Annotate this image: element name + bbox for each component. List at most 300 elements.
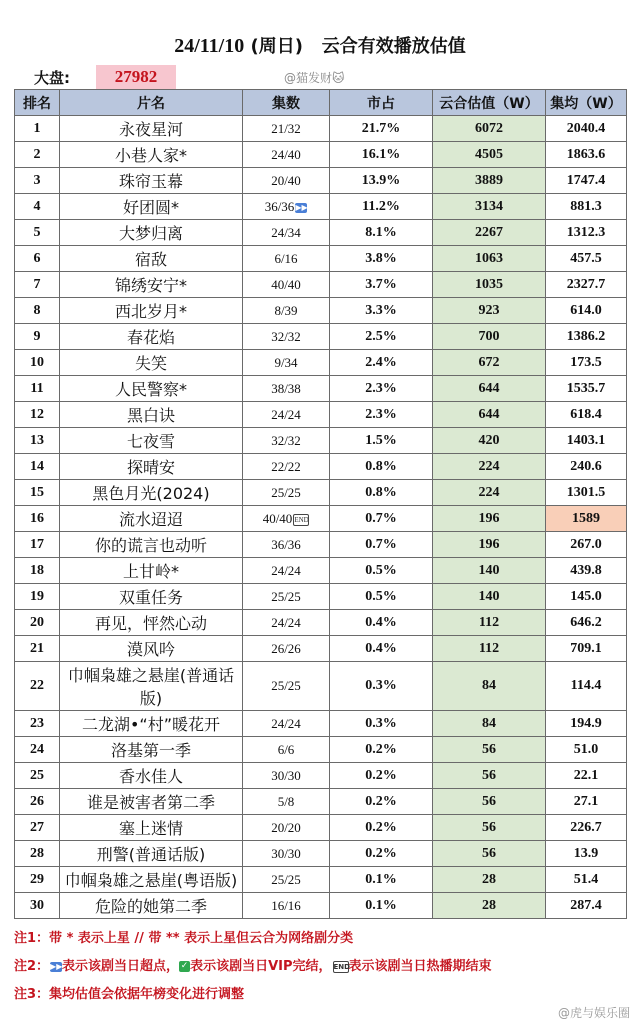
share-cell-text: 11.2%: [362, 198, 400, 214]
episodes-cell-text: 40/40: [262, 510, 293, 526]
episodes-cell-text: 5/8: [277, 793, 295, 809]
rank-cell: [15, 142, 60, 168]
estimate-cell: [433, 610, 546, 636]
average-cell: [546, 480, 627, 506]
rank-cell: [15, 428, 60, 454]
rank-cell: [15, 116, 60, 142]
episodes-cell: [243, 116, 330, 142]
title-cell: [60, 867, 243, 893]
title-cell: [60, 789, 243, 815]
episodes-cell: [243, 454, 330, 480]
episodes-cell: [243, 350, 330, 376]
table-row: [15, 272, 627, 298]
episodes-cell-text: 30/30: [271, 845, 301, 861]
column-header: 排名: [15, 90, 60, 116]
rank-cell: [15, 298, 60, 324]
share-cell: [330, 711, 433, 737]
average-cell: [546, 610, 627, 636]
rank-cell-text: 13: [30, 432, 44, 448]
share-cell-text: 3.8%: [365, 250, 397, 266]
page-title: [14, 27, 626, 65]
estimate-cell-text: 140: [478, 588, 500, 604]
episodes-cell: [243, 737, 330, 763]
rank-cell-text: 27: [30, 819, 44, 835]
share-cell-text: 3.7%: [365, 276, 397, 292]
estimate-cell: [433, 867, 546, 893]
column-header: 云合估值（W）: [433, 90, 546, 116]
rank-cell-text: 1: [33, 120, 41, 136]
average-cell: [546, 867, 627, 893]
rank-cell-text: 9: [33, 328, 41, 344]
title-cell: [60, 841, 243, 867]
share-cell: [330, 841, 433, 867]
title-cell: [60, 711, 243, 737]
estimate-cell: [433, 454, 546, 480]
market-value: 27982: [96, 65, 176, 89]
title-cell-text: 七夜雪: [126, 432, 175, 451]
episodes-cell: [243, 480, 330, 506]
column-header: 片名: [60, 90, 243, 116]
rank-cell-text: 23: [30, 715, 44, 731]
average-cell-text: 709.1: [570, 640, 602, 656]
episodes-cell-text: 32/32: [271, 432, 301, 448]
table-row: [15, 636, 627, 662]
average-cell-text: 194.9: [570, 715, 602, 731]
estimate-cell-text: 140: [478, 562, 500, 578]
share-cell: [330, 737, 433, 763]
rank-cell: [15, 272, 60, 298]
rank-cell-text: 28: [30, 845, 44, 861]
rank-cell-text: 8: [33, 302, 41, 318]
rank-cell-text: 11: [30, 380, 44, 396]
estimate-cell-text: 112: [478, 614, 500, 630]
share-cell-text: 8.1%: [365, 224, 397, 240]
estimate-cell: [433, 893, 546, 919]
average-cell-text: 2327.7: [566, 276, 606, 292]
title-cell-text: 西北岁月*: [114, 302, 187, 321]
episodes-cell-text: 36/36: [271, 536, 301, 552]
title-cell: [60, 610, 243, 636]
average-cell: [546, 815, 627, 841]
estimate-cell: [433, 636, 546, 662]
average-cell-text: 1747.4: [566, 172, 606, 188]
table-row: [15, 480, 627, 506]
average-cell: [546, 298, 627, 324]
share-cell: [330, 246, 433, 272]
average-cell-text: 439.8: [570, 562, 602, 578]
average-cell: [546, 532, 627, 558]
average-cell: [546, 220, 627, 246]
estimate-cell: [433, 532, 546, 558]
episodes-cell: [243, 506, 330, 532]
average-cell-text: 240.6: [570, 458, 602, 474]
title-cell-text: 人民警察*: [114, 380, 187, 399]
episodes-cell: [243, 220, 330, 246]
table-row: [15, 815, 627, 841]
share-cell: [330, 350, 433, 376]
rank-cell-text: 14: [30, 458, 44, 474]
table-body: [15, 116, 627, 919]
rank-cell-text: 20: [30, 614, 44, 630]
average-cell-text: 1535.7: [566, 380, 606, 396]
episodes-cell: [243, 789, 330, 815]
estimate-cell-text: 56: [482, 845, 496, 861]
share-cell-text: 0.7%: [365, 536, 397, 552]
share-cell-text: 0.7%: [365, 510, 397, 526]
table-row: [15, 662, 627, 711]
table-row: [15, 168, 627, 194]
share-cell-text: 0.1%: [365, 871, 397, 887]
estimate-cell: [433, 220, 546, 246]
average-cell: [546, 246, 627, 272]
table-row: [15, 350, 627, 376]
estimate-cell: [433, 662, 546, 711]
average-cell-text: 1863.6: [566, 146, 606, 162]
title-cell: [60, 558, 243, 584]
title-cell-text: 香水佳人: [118, 767, 183, 786]
average-cell-text: 1403.1: [566, 432, 606, 448]
episodes-cell: [243, 610, 330, 636]
market-label: 大盘:: [34, 69, 70, 87]
average-cell-text: 457.5: [570, 250, 602, 266]
average-cell: [546, 763, 627, 789]
episodes-cell-text: 16/16: [271, 897, 301, 913]
estimate-cell: [433, 402, 546, 428]
average-cell-text: 2040.4: [566, 120, 606, 136]
average-cell: [546, 558, 627, 584]
episodes-cell-text: 24/40: [271, 146, 301, 162]
rank-cell: [15, 350, 60, 376]
average-cell-text: 114.4: [570, 678, 602, 693]
estimate-cell-text: 1063: [475, 250, 503, 266]
rank-cell-text: 2: [33, 146, 41, 162]
average-cell-text: 614.0: [570, 302, 602, 318]
table-row: [15, 763, 627, 789]
rank-cell: [15, 636, 60, 662]
share-cell: [330, 610, 433, 636]
episodes-cell: [243, 324, 330, 350]
note-2-c: 表示该剧当日热播期结束: [348, 959, 492, 974]
average-cell: [546, 584, 627, 610]
rank-cell: [15, 168, 60, 194]
check-icon: ✓: [180, 961, 189, 971]
episodes-cell: [243, 246, 330, 272]
estimate-cell-text: 4505: [475, 146, 503, 162]
rank-cell-text: 3: [33, 172, 41, 188]
table-row: [15, 324, 627, 350]
share-cell: [330, 428, 433, 454]
estimate-cell-text: 3889: [475, 172, 503, 188]
table-row: [15, 454, 627, 480]
episodes-cell: [243, 142, 330, 168]
note-2: [14, 953, 626, 981]
estimate-cell: [433, 116, 546, 142]
estimate-cell: [433, 376, 546, 402]
rank-cell: [15, 532, 60, 558]
title-cell: [60, 142, 243, 168]
title-cell: [60, 763, 243, 789]
average-cell: [546, 636, 627, 662]
column-header: 集数: [243, 90, 330, 116]
title-cell: [60, 893, 243, 919]
title-cell: [60, 636, 243, 662]
rank-cell-text: 5: [33, 224, 41, 240]
episodes-cell-text: 24/34: [271, 224, 301, 240]
share-cell: [330, 815, 433, 841]
estimate-cell-text: 28: [482, 897, 496, 913]
average-cell-text: 1386.2: [566, 328, 606, 344]
table-row: [15, 789, 627, 815]
episodes-cell-text: 25/25: [271, 678, 301, 693]
table-row: [15, 402, 627, 428]
title-cell: [60, 246, 243, 272]
title-cell: [60, 350, 243, 376]
estimate-cell: [433, 506, 546, 532]
share-cell: [330, 220, 433, 246]
title-cell-text: 上甘岭*: [122, 562, 179, 581]
title-cell-text: 大梦归离: [118, 224, 183, 243]
share-cell: [330, 272, 433, 298]
rank-cell: [15, 506, 60, 532]
title-cell-text: 永夜星河: [118, 120, 183, 139]
rank-cell: [15, 324, 60, 350]
episodes-cell-text: 25/25: [271, 871, 301, 887]
title-cell-text: 珠帘玉幕: [118, 172, 183, 191]
rank-cell-text: 24: [30, 741, 44, 757]
title-cell: [60, 428, 243, 454]
episodes-cell: [243, 272, 330, 298]
table-row: [15, 867, 627, 893]
estimate-cell: [433, 711, 546, 737]
table-row: [15, 428, 627, 454]
share-cell-text: 0.2%: [365, 767, 397, 783]
rank-cell: [15, 480, 60, 506]
note-2-b: 表示该剧当日VIP完结，: [190, 959, 332, 974]
share-cell: [330, 893, 433, 919]
average-cell-text: 27.1: [573, 793, 599, 809]
share-cell-text: 16.1%: [361, 146, 401, 162]
rank-cell: [15, 711, 60, 737]
average-cell: [546, 841, 627, 867]
average-cell-text: 226.7: [570, 819, 602, 835]
episodes-cell: [243, 893, 330, 919]
share-cell: [330, 763, 433, 789]
estimate-cell: [433, 841, 546, 867]
average-cell-text: 1312.3: [566, 224, 606, 240]
title-cell-text: 巾帼枭雄之悬崖(粤语版): [64, 871, 238, 890]
average-cell: [546, 402, 627, 428]
average-cell: [546, 662, 627, 711]
estimate-cell: [433, 558, 546, 584]
rank-cell: [15, 402, 60, 428]
episodes-cell-text: 6/16: [274, 250, 298, 266]
episodes-cell-text: 6/6: [277, 741, 295, 757]
average-cell: [546, 506, 627, 532]
estimate-cell: [433, 350, 546, 376]
share-cell: [330, 789, 433, 815]
average-cell: [546, 893, 627, 919]
title-cell: [60, 402, 243, 428]
average-cell: [546, 324, 627, 350]
average-cell: [546, 142, 627, 168]
rank-cell-text: 19: [30, 588, 44, 604]
table-row: [15, 737, 627, 763]
share-cell-text: 2.3%: [365, 380, 397, 396]
column-header: 市占: [330, 90, 433, 116]
episodes-cell-text: 36/36: [264, 198, 295, 214]
title-cell: [60, 454, 243, 480]
estimate-cell: [433, 168, 546, 194]
estimate-cell: [433, 246, 546, 272]
title-cell-text: 春花焰: [126, 328, 175, 347]
share-cell-text: 21.7%: [361, 120, 401, 136]
end-icon: END: [333, 962, 350, 971]
rank-cell-text: 18: [30, 562, 44, 578]
average-cell-text: 51.4: [573, 871, 599, 887]
episodes-cell: [243, 584, 330, 610]
estimate-cell-text: 112: [478, 640, 500, 656]
title-cell: [60, 324, 243, 350]
share-cell-text: 0.2%: [365, 793, 397, 809]
title-cell: [60, 168, 243, 194]
title-cell: [60, 298, 243, 324]
title-cell-text: 再见，怦然心动: [94, 614, 207, 633]
average-cell-text: 1301.5: [566, 484, 606, 500]
table-row: [15, 142, 627, 168]
rank-cell-text: 4: [33, 198, 41, 214]
rank-cell: [15, 737, 60, 763]
table-row: [15, 584, 627, 610]
share-cell-text: 2.4%: [365, 354, 397, 370]
rank-cell: [15, 893, 60, 919]
episodes-cell-text: 24/24: [271, 562, 301, 578]
estimate-cell: [433, 298, 546, 324]
average-cell: [546, 737, 627, 763]
share-cell-text: 0.1%: [365, 897, 397, 913]
rank-cell-text: 26: [30, 793, 44, 809]
estimate-cell-text: 1035: [475, 276, 503, 292]
note-1: 注1：带 * 表示上星 // 带 ** 表示上星但云合为网络剧分类: [14, 931, 354, 946]
title-cell-text: 刑警(普通话版): [96, 845, 206, 864]
episodes-cell: [243, 636, 330, 662]
episodes-cell: [243, 402, 330, 428]
share-cell: [330, 194, 433, 220]
estimate-cell-text: 56: [482, 819, 496, 835]
episodes-cell-text: 40/40: [271, 276, 301, 292]
average-cell-text: 267.0: [570, 536, 602, 552]
table-row: [15, 610, 627, 636]
share-cell: [330, 636, 433, 662]
rank-cell-text: 16: [30, 510, 44, 526]
share-cell: [330, 558, 433, 584]
episodes-cell-text: 25/25: [271, 484, 301, 500]
title-cell: [60, 272, 243, 298]
episodes-cell-text: 30/30: [271, 767, 301, 783]
table-row: [15, 558, 627, 584]
estimate-cell-text: 28: [482, 871, 496, 887]
market-summary: [14, 65, 626, 89]
share-cell-text: 0.3%: [365, 678, 397, 693]
episodes-cell: [243, 376, 330, 402]
title-cell-text: 流水迢迢: [118, 510, 183, 529]
average-cell: [546, 711, 627, 737]
episodes-cell: [243, 815, 330, 841]
episodes-cell: [243, 841, 330, 867]
episodes-cell-text: 25/25: [271, 588, 301, 604]
table-row: [15, 841, 627, 867]
rank-cell-text: 17: [30, 536, 44, 552]
episodes-cell-text: 26/26: [271, 640, 301, 656]
episodes-cell-text: 24/24: [271, 715, 301, 731]
estimate-cell-text: 644: [478, 380, 500, 396]
share-cell-text: 0.8%: [365, 458, 397, 474]
episodes-cell-text: 8/39: [274, 302, 298, 318]
average-cell: [546, 194, 627, 220]
rank-cell: [15, 789, 60, 815]
share-cell-text: 0.3%: [365, 715, 397, 731]
estimate-cell: [433, 142, 546, 168]
rank-cell: [15, 662, 60, 711]
note-3: 注3：集均估值会依据年榜变化进行调整: [14, 987, 245, 1002]
episodes-cell-text: 24/24: [271, 406, 301, 422]
column-header: 集均（W）: [546, 90, 627, 116]
episodes-cell-text: 32/32: [271, 328, 301, 344]
rank-cell: [15, 220, 60, 246]
rank-cell-text: 25: [30, 767, 44, 783]
title-cell-text: 探晴安: [126, 458, 175, 477]
title-cell-text: 小巷人家*: [114, 146, 187, 165]
average-cell-text: 22.1: [573, 767, 599, 783]
title-text: 云合有效播放估值: [321, 36, 466, 57]
title-cell-text: 漠风吟: [126, 640, 175, 659]
title-cell: [60, 506, 243, 532]
share-cell-text: 0.5%: [365, 588, 397, 604]
estimate-cell-text: 196: [478, 536, 500, 552]
average-cell-text: 173.5: [570, 354, 602, 370]
episodes-cell-text: 38/38: [271, 380, 301, 396]
estimate-cell-text: 6072: [475, 120, 503, 136]
title-cell-text: 二龙湖•“村”暖花开: [81, 715, 221, 734]
table-row: [15, 246, 627, 272]
share-cell-text: 0.2%: [365, 819, 397, 835]
average-cell-text: 287.4: [570, 897, 602, 913]
estimate-cell-text: 420: [478, 432, 500, 448]
rank-cell: [15, 763, 60, 789]
note-2-a: 表示该剧当日超点，: [62, 959, 180, 974]
rank-cell: [15, 867, 60, 893]
title-cell-text: 黑色月光(2024): [92, 484, 210, 503]
table-row: [15, 893, 627, 919]
title-cell-text: 宿敌: [134, 250, 167, 269]
rank-cell-text: 15: [30, 484, 44, 500]
title-cell-text: 你的谎言也动听: [94, 536, 207, 555]
episodes-cell: [243, 662, 330, 711]
title-cell-text: 危险的她第二季: [94, 897, 207, 916]
start-icon: ▶▶: [50, 961, 63, 971]
share-cell: [330, 480, 433, 506]
rank-cell: [15, 246, 60, 272]
episodes-cell: [243, 298, 330, 324]
average-cell-text: 145.0: [570, 588, 602, 604]
estimate-cell-text: 56: [482, 767, 496, 783]
share-cell: [330, 532, 433, 558]
note-2-prefix: 注2：: [14, 959, 50, 974]
rank-cell-text: 12: [30, 406, 44, 422]
estimate-cell-text: 672: [478, 354, 500, 370]
title-cell-text: 塞上迷情: [118, 819, 183, 838]
average-cell: [546, 272, 627, 298]
table-row: [15, 532, 627, 558]
